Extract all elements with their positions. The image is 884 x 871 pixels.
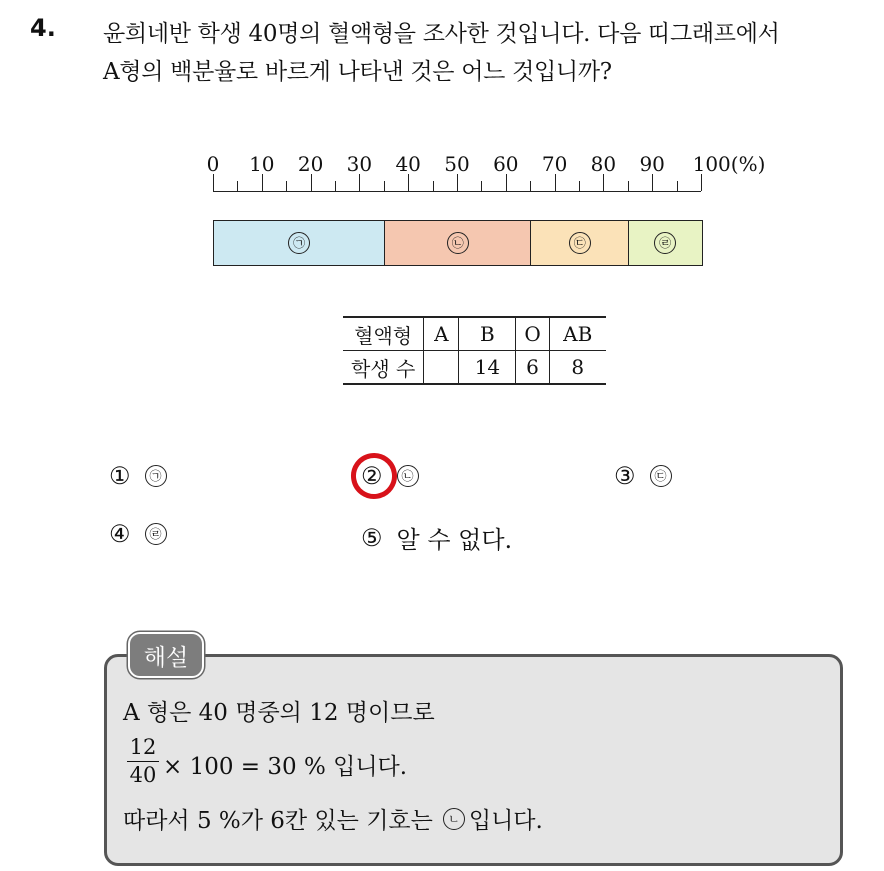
option-number: ③ [614, 462, 636, 490]
scale-label: 80 [590, 152, 617, 176]
table-cell: A [424, 317, 459, 351]
scale-tick [433, 181, 434, 191]
scale-tick [408, 174, 409, 191]
question-text-line2: A형의 백분율로 바르게 나타낸 것은 어느 것입니까? [103, 59, 612, 85]
blood-type-table [343, 316, 606, 385]
option-number: ② [361, 462, 383, 490]
scale-label: 10 [249, 152, 275, 176]
fraction-numerator: 12 [129, 735, 157, 759]
scale-tick [457, 174, 458, 191]
explanation-line1: A 형은 40 명중의 12 명이므로 [123, 700, 435, 726]
table-cell: 6 [516, 351, 549, 385]
question-number: 4. [30, 14, 56, 42]
table-cell: 혈액형 [343, 317, 424, 351]
scale-label: 90 [639, 152, 665, 176]
scale-tick [530, 181, 531, 191]
scale-label: 20 [297, 152, 324, 176]
scale-tick [237, 181, 238, 191]
scale-tick [628, 181, 629, 191]
scale-tick [481, 181, 482, 191]
explanation-line3-post: 입니다. [468, 808, 543, 834]
band-segment [213, 220, 385, 266]
fraction-denominator: 40 [129, 763, 157, 787]
scale-tick [579, 181, 580, 191]
option-1[interactable] [109, 462, 167, 490]
scale-tick [311, 174, 312, 191]
segment-label: ㉡ [447, 232, 469, 254]
scale-tick [603, 174, 604, 191]
table-cell: 8 [549, 351, 606, 385]
scale-tick [652, 174, 653, 191]
scale-label: 30 [346, 152, 373, 176]
segment-label: ㉣ [654, 232, 676, 254]
scale-tick [335, 181, 336, 191]
option-text: 알 수 없다. [396, 526, 513, 554]
scale-label: 100(%) [692, 152, 766, 176]
table-header-row [343, 317, 606, 351]
option-symbol: ㉠ [145, 465, 167, 487]
explanation-tag: 해설 [128, 632, 204, 678]
option-symbol: ㉣ [145, 523, 167, 545]
explanation-line3 [123, 802, 543, 835]
option-number: ① [109, 462, 131, 490]
scale-axis-line [213, 191, 701, 192]
scale-tick [213, 174, 214, 191]
explanation-line2: × 100 = 30 % 입니다. [163, 754, 408, 780]
fraction-bar [127, 761, 159, 762]
band-segment [530, 220, 629, 266]
table-cell: O [516, 317, 549, 351]
option-number: ⑤ [361, 523, 383, 552]
scale-tick [262, 174, 263, 191]
answer-symbol: ㄴ [443, 808, 465, 830]
fraction [127, 735, 159, 788]
table-cell: 학생 수 [343, 351, 424, 385]
option-symbol: ㉡ [397, 465, 419, 487]
scale-tick [677, 181, 678, 191]
option-number: ④ [109, 520, 131, 548]
scale-label: 40 [395, 152, 421, 176]
scale-label: 70 [541, 152, 568, 176]
table-cell: 14 [459, 351, 516, 385]
option-symbol: ㉢ [650, 465, 672, 487]
scale-tick [555, 174, 556, 191]
scale-tick [384, 181, 385, 191]
segment-label: ㉢ [569, 232, 591, 254]
option-4[interactable] [109, 520, 167, 548]
scale-tick [506, 174, 507, 191]
table-cell: AB [549, 317, 606, 351]
segment-label: ㉠ [288, 232, 310, 254]
table-cell [424, 351, 459, 385]
scale-tick [359, 174, 360, 191]
question-text-line1: 윤희네반 학생 40명의 혈액형을 조사한 것입니다. 다음 띠그래프에서 [103, 21, 780, 47]
option-5[interactable] [361, 520, 512, 555]
scale-label: 0 [206, 152, 220, 176]
scale-label: 60 [493, 152, 519, 176]
scale-label: 50 [444, 152, 470, 176]
option-3[interactable] [614, 462, 672, 490]
band-segment [628, 220, 703, 266]
table-cell: B [459, 317, 516, 351]
option-2[interactable] [361, 462, 419, 490]
scale-tick [701, 174, 702, 191]
scale-tick [286, 181, 287, 191]
explanation-line3-pre: 따라서 5 %가 6칸 있는 기호는 [123, 808, 433, 834]
band-segment [384, 220, 532, 266]
table-row [343, 351, 606, 385]
